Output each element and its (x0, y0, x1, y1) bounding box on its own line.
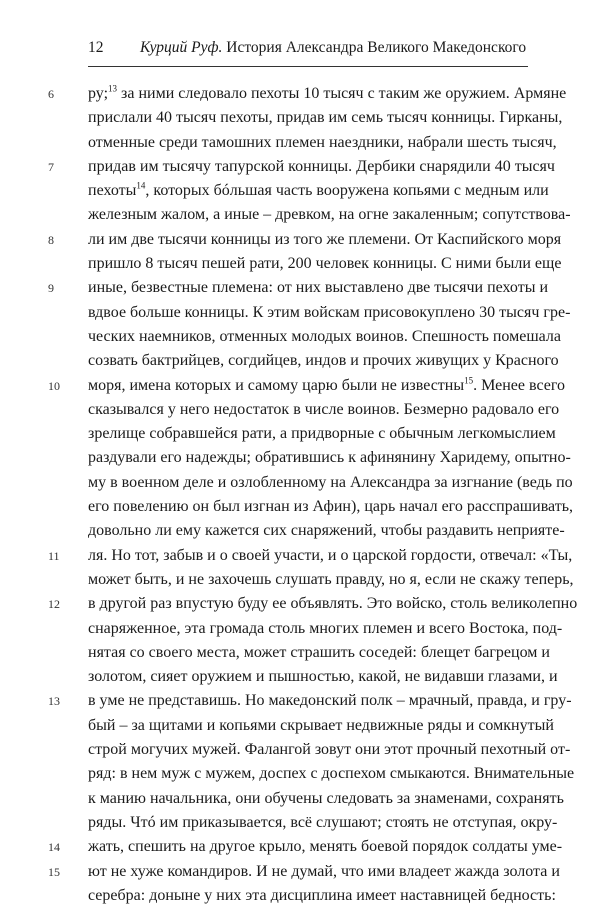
header-rule (88, 66, 528, 67)
line-text: ряды. Чтó им приказывается, всё слушают; стоять не отступая, окру- (88, 813, 558, 831)
line-text: отменные среди тамошних племен наездники, набрали шесть тысяч, (88, 133, 557, 151)
line-text: ру; (88, 85, 109, 102)
line-text: му в военном деле и озлобленному на Александра за изгнание (ведь по (88, 473, 573, 491)
text-line (48, 835, 563, 859)
text-line (48, 592, 578, 616)
line-text: пришло 8 тысяч пешей рати, 200 человек конницы. С ними были еще (88, 255, 562, 273)
line-text: может быть, и не захочешь слушать правду, но я, если не скажу теперь, (88, 570, 574, 588)
text-line (48, 155, 555, 179)
line-text: ля. Но тот, забыв и о своей участи, и о царской гордости, отвечал: «Ты, (88, 546, 573, 564)
book-title: История Александра Великого Македонского (226, 39, 527, 56)
line-text: к манию начальника, они обучены следовать за знаменами, сохранять (88, 789, 564, 807)
text-line (88, 398, 560, 422)
text-line (88, 252, 562, 276)
line-text: созвать бактрийцев, согдийцев, индов и прочих живущих у Красного (88, 352, 559, 370)
text-line (88, 884, 556, 908)
line-text: ряд: в нем муж с мужем, доспех с доспехом смыкаются. Внимательные (88, 765, 575, 783)
running-header (88, 38, 528, 62)
margin-section-number: 6 (48, 87, 54, 101)
line-text: золотом, сияет оружием и пышностью, какой, не видавши глазами, и (88, 668, 558, 686)
text-line (48, 276, 549, 300)
text-line (88, 495, 574, 519)
margin-section-number: 11 (48, 548, 60, 563)
line-text: снаряженное, эта громада столь многих племен и всего Востока, под- (88, 619, 563, 637)
footnote-marker: 15 (464, 375, 474, 386)
body-text (48, 82, 578, 908)
margin-section-number: 10 (48, 378, 60, 393)
text-line (88, 519, 565, 543)
text-line (88, 787, 564, 811)
margin-section-number: 9 (48, 281, 54, 296)
line-text: зрелище собравшейся рати, а придворные с обычным легкомыслием (88, 425, 556, 443)
text-line (48, 544, 573, 568)
text-line (88, 325, 561, 349)
margin-section-number: 7 (48, 159, 54, 174)
margin-section-number: 13 (48, 694, 60, 709)
line-text: придав им тысячу тапурской конницы. Дербики снарядили 40 тысяч (88, 157, 555, 175)
text-line (88, 301, 571, 325)
line-text: жать, спешить на другое крыло, менять боевой порядок солдаты уме- (88, 838, 563, 856)
line-text: бый – за щитами и копьями скрывает недвижные ряды и сомкнутый (88, 716, 554, 734)
line-text-continued: , которых бóльшая часть вооружена копьями с медным или (145, 182, 549, 200)
line-text: нятая со своего места, может страшить соседей: блещет багрецом и (88, 643, 550, 661)
line-text: моря, имена которых и самому царю были не известны (88, 376, 465, 394)
line-text: ли им две тысячи конницы из того же племени. От Каспийского моря (88, 230, 562, 248)
text-line (88, 811, 558, 835)
text-line (88, 617, 563, 641)
line-text: иные, безвестные племена: от них выставлено две тысячи пехоты и (88, 279, 549, 297)
text-line (48, 374, 565, 398)
text-line (48, 689, 572, 713)
line-text: раздували его надежды; обратившись к афинянину Харидему, опытно- (88, 449, 571, 467)
line-text: серебра: доныне у них эта дисциплина имеет наставницей бедность: (88, 886, 556, 904)
line-text: строй могучих мужей. Фалангой зовут они этот прочный пехотный от- (88, 741, 571, 759)
text-line (88, 568, 574, 592)
text-line (88, 714, 554, 738)
line-text: в другой раз впустую буду ее объявлять. Это войско, столь великолепно (88, 595, 578, 613)
line-text-continued: за ними следовало пехоты 10 тысяч с таким же оружием. Армяне (117, 85, 567, 102)
margin-section-number: 15 (48, 864, 60, 879)
margin-section-number: 14 (48, 840, 60, 855)
text-line (88, 349, 559, 373)
text-line (88, 665, 558, 689)
line-text: пехоты (88, 182, 137, 200)
line-text: его повелению он был изгнан из Афин), царь начал его расспрашивать, (88, 498, 574, 516)
text-line (48, 228, 562, 252)
line-text: железным жалом, а иные – древком, на огне закаленным; сопутствова- (88, 206, 571, 224)
footnote-marker: 13 (108, 83, 118, 94)
line-text: в уме не представишь. Но македонский полк – мрачный, правда, и гру- (88, 692, 572, 710)
page-number: 12 (88, 39, 104, 56)
text-line (48, 860, 560, 884)
line-text-continued: . Менее всего (473, 376, 565, 394)
text-line (88, 762, 575, 786)
text-line (88, 446, 571, 470)
line-text: вдвое больше конницы. К этим войскам присовокуплено 30 тысяч гре- (88, 303, 571, 321)
line-text: ют не хуже командиров. И не думай, что ими владеет жажда золота и (88, 862, 560, 880)
text-line (88, 471, 573, 495)
footnote-marker: 14 (136, 180, 146, 191)
running-title (140, 38, 526, 58)
text-line (88, 106, 563, 130)
line-text: прислали 40 тысяч пехоты, придав им семь тысяч конницы. Гирканы, (88, 109, 563, 127)
line-text: ческих наемников, отменных молодых воинов. Спешность помешала (88, 327, 561, 345)
text-line (88, 203, 571, 227)
text-line (88, 738, 571, 762)
margin-section-number: 8 (48, 232, 54, 247)
line-text: довольно ли ему кажется сих снаряжений, чтобы раздавить неприяте- (88, 522, 565, 540)
text-line (48, 82, 567, 106)
author-name: Курций Руф. (140, 39, 223, 56)
text-line (88, 131, 557, 155)
text-line (88, 179, 549, 203)
text-line (88, 422, 556, 446)
line-text: сказывался у него недостаток в числе воинов. Безмерно радовало его (88, 400, 560, 418)
text-line (88, 641, 550, 665)
margin-section-number: 12 (48, 597, 60, 612)
